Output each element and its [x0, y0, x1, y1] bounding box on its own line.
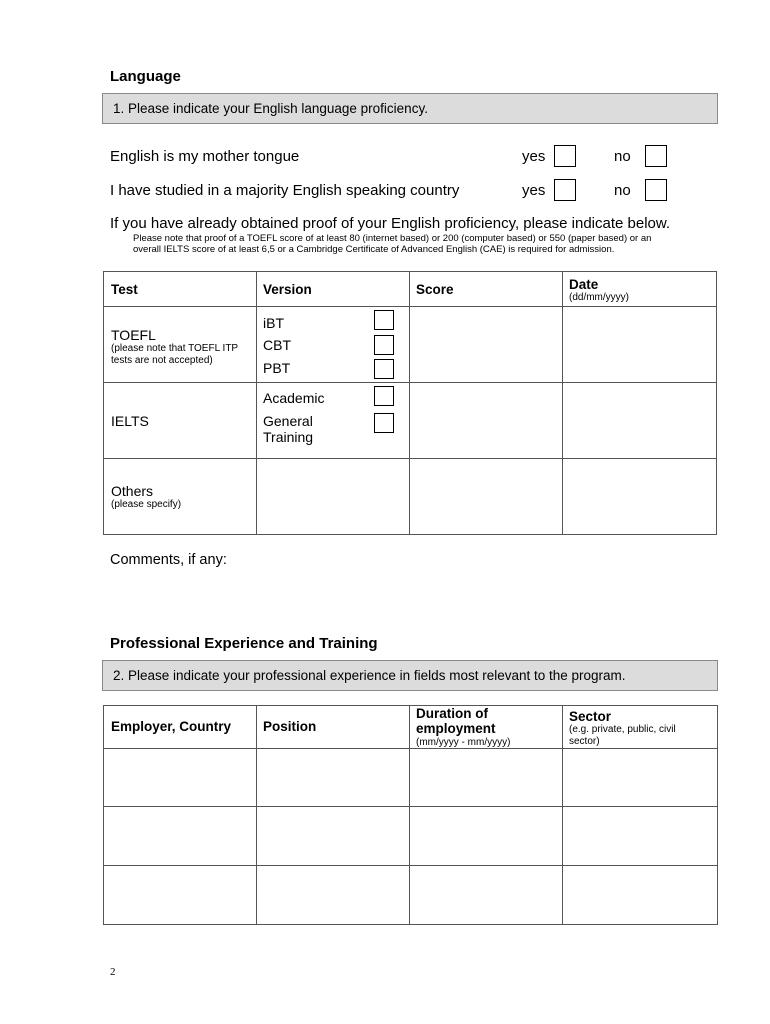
toefl-cbt-checkbox[interactable] [374, 335, 394, 355]
proof-intro: If you have already obtained proof of your English proficiency, please indicate below. [110, 215, 671, 232]
studied-english-no-label: no [614, 182, 631, 199]
sector-header-cell [563, 706, 718, 749]
position-cell[interactable] [257, 749, 410, 807]
duration-cell[interactable] [410, 749, 563, 807]
experience-header-row [104, 706, 718, 749]
ielts-general-training-label: General Training [263, 413, 314, 445]
sector-note: (e.g. private, public, civil sector) [569, 724, 676, 747]
date-header: Date [569, 277, 599, 292]
mother-tongue-no-label: no [614, 148, 631, 165]
mother-tongue-yes-label: yes [522, 148, 546, 165]
others-score-cell[interactable] [410, 459, 563, 535]
experience-row [104, 866, 718, 925]
employer-cell[interactable] [104, 749, 257, 807]
employer-header: Employer, Country [111, 719, 232, 734]
experience-heading: Professional Experience and Training [110, 635, 378, 652]
date-format-hint: (dd/mm/yyyy) [569, 292, 629, 303]
score-header: Score [416, 282, 454, 297]
ielts-score-cell[interactable] [410, 383, 563, 459]
language-question-banner [102, 93, 718, 124]
experience-question-banner [102, 660, 718, 691]
others-date-cell[interactable] [563, 459, 717, 535]
toefl-date-cell[interactable] [563, 307, 717, 383]
others-row [104, 459, 717, 535]
others-version-cell[interactable] [257, 459, 410, 535]
language-heading: Language [110, 68, 181, 85]
others-test-cell [104, 459, 257, 535]
ielts-academic-label: Academic [263, 390, 325, 406]
sector-cell[interactable] [563, 807, 718, 866]
experience-row [104, 807, 718, 866]
ielts-academic-checkbox[interactable] [374, 386, 394, 406]
proficiency-table [103, 271, 717, 535]
mother-tongue-no-checkbox[interactable] [645, 145, 667, 167]
duration-cell[interactable] [410, 807, 563, 866]
score-header-cell [410, 272, 563, 307]
mother-tongue-yes-checkbox[interactable] [554, 145, 576, 167]
experience-table [103, 705, 718, 925]
version-header: Version [263, 282, 312, 297]
employer-header-cell [104, 706, 257, 749]
test-header: Test [111, 282, 138, 297]
toefl-ibt-checkbox[interactable] [374, 310, 394, 330]
duration-header: Duration of employment [416, 706, 496, 736]
language-question-text: 1. Please indicate your English language proficiency. [113, 101, 428, 116]
position-cell[interactable] [257, 866, 410, 925]
proof-note-line-2: overall IELTS score of at least 6,5 or a Cambridge Certificate of Advanced English (CAE) is required for admission. [133, 244, 615, 255]
toefl-row [104, 307, 717, 383]
position-cell[interactable] [257, 807, 410, 866]
studied-english-yes-label: yes [522, 182, 546, 199]
page-number: 2 [110, 966, 116, 978]
ielts-version-cell [257, 383, 410, 459]
duration-format-hint: (mm/yyyy - mm/yyyy) [416, 737, 511, 748]
sector-cell[interactable] [563, 749, 718, 807]
employer-cell[interactable] [104, 866, 257, 925]
experience-row [104, 749, 718, 807]
sector-header: Sector [569, 709, 612, 724]
position-header: Position [263, 719, 317, 734]
position-header-cell [257, 706, 410, 749]
others-note: (please specify) [111, 499, 182, 510]
ielts-row [104, 383, 717, 459]
studied-english-yes-checkbox[interactable] [554, 179, 576, 201]
experience-question-text: 2. Please indicate your professional experience in fields most relevant to the program. [113, 668, 626, 683]
ielts-date-cell[interactable] [563, 383, 717, 459]
proof-note-line-1: Please note that proof of a TOEFL score of at least 80 (internet based) or 200 (computer based) or 550 (paper based) or an [133, 233, 652, 244]
toefl-ibt-label: iBT [263, 315, 284, 331]
ielts-label: IELTS [111, 413, 149, 429]
toefl-test-cell [104, 307, 257, 383]
ielts-general-training-checkbox[interactable] [374, 413, 394, 433]
date-header-cell [563, 272, 717, 307]
mother-tongue-label: English is my mother tongue [110, 148, 300, 165]
sector-cell[interactable] [563, 866, 718, 925]
toefl-version-cell [257, 307, 410, 383]
duration-cell[interactable] [410, 866, 563, 925]
studied-english-no-checkbox[interactable] [645, 179, 667, 201]
toefl-pbt-checkbox[interactable] [374, 359, 394, 379]
toefl-note: (please note that TOEFL ITP tests are not accepted) [111, 343, 238, 366]
version-header-cell [257, 272, 410, 307]
test-header-cell [104, 272, 257, 307]
ielts-test-cell [104, 383, 257, 459]
toefl-score-cell[interactable] [410, 307, 563, 383]
employer-cell[interactable] [104, 807, 257, 866]
proficiency-header-row [104, 272, 717, 307]
others-label: Others [111, 483, 154, 499]
toefl-label: TOEFL [111, 327, 156, 343]
comments-label: Comments, if any: [110, 552, 227, 568]
studied-english-country-label: I have studied in a majority English speaking country [110, 182, 460, 199]
toefl-cbt-label: CBT [263, 337, 291, 353]
toefl-pbt-label: PBT [263, 360, 291, 376]
duration-header-cell [410, 706, 563, 749]
